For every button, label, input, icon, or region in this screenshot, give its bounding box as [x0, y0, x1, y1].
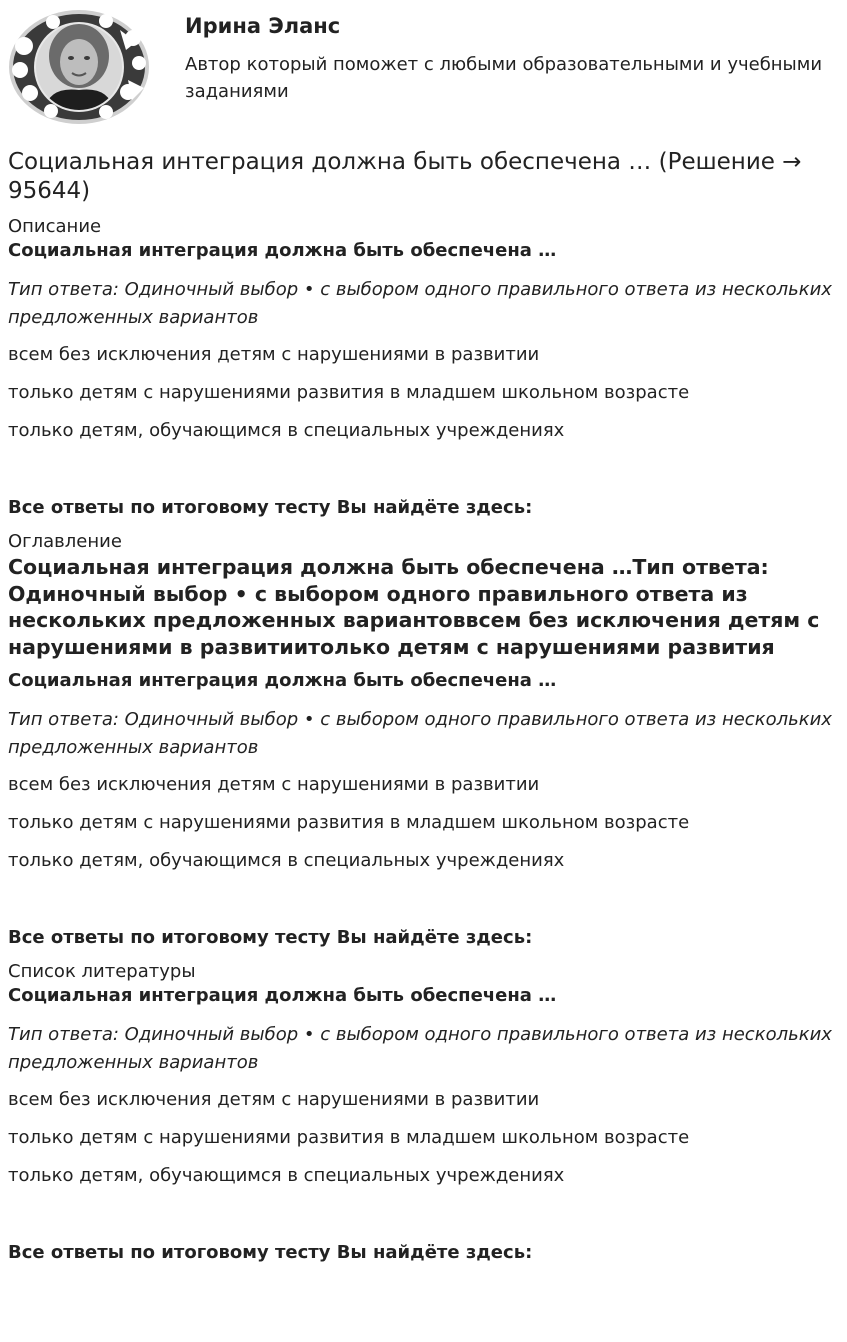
all-answers-link[interactable]: Все ответы по итоговому тесту Вы найдёте здесь: — [8, 1242, 533, 1263]
answer-type: Тип ответа: Одиночный выбор • с выбором одного правильного ответа из нескольких предложенных вариантов — [8, 709, 832, 758]
answer-option: только детям с нарушениями развития в младшем школьном возрасте — [8, 382, 690, 403]
all-answers-link[interactable]: Все ответы по итоговому тесту Вы найдёте здесь: — [8, 927, 533, 948]
all-answers-link[interactable]: Все ответы по итоговому тесту Вы найдёте здесь: — [8, 497, 533, 518]
toc-section — [8, 530, 840, 950]
main-content — [8, 148, 840, 1275]
answer-option: только детям с нарушениями развития в младшем школьном возрасте — [8, 1127, 690, 1148]
answer-option: только детям с нарушениями развития в младшем школьном возрасте — [8, 812, 690, 833]
section-label-literature: Список литературы — [8, 961, 196, 982]
page-title: Социальная интеграция должна быть обеспечена … (Решение → 95644) — [8, 149, 802, 204]
description-section — [8, 215, 840, 520]
author-description: Автор который поможет с любыми образовательными и учебными заданиями — [185, 54, 823, 102]
section-label-toc: Оглавление — [8, 531, 122, 552]
answer-option: всем без исключения детям с нарушениями в развитии — [8, 774, 540, 795]
question-title: Социальная интеграция должна быть обеспечена … — [8, 985, 557, 1006]
section-label-description: Описание — [8, 216, 102, 237]
answer-option: всем без исключения детям с нарушениями в развитии — [8, 344, 540, 365]
answer-option: только детям, обучающимся в специальных учреждениях — [8, 420, 565, 441]
author-card — [0, 0, 847, 135]
answer-option: только детям, обучающимся в специальных учреждениях — [8, 850, 565, 871]
question-title: Социальная интеграция должна быть обеспечена … — [8, 670, 557, 691]
answer-type: Тип ответа: Одиночный выбор • с выбором одного правильного ответа из нескольких предложенных вариантов — [8, 279, 832, 328]
spacer — [8, 456, 840, 496]
answer-option: всем без исключения детям с нарушениями в развитии — [8, 1089, 540, 1110]
question-title: Социальная интеграция должна быть обеспечена … — [8, 240, 557, 261]
author-avatar — [8, 8, 150, 126]
answer-option: только детям, обучающимся в специальных учреждениях — [8, 1165, 565, 1186]
answer-type: Тип ответа: Одиночный выбор • с выбором одного правильного ответа из нескольких предложенных вариантов — [8, 1024, 832, 1073]
toc-heading: Социальная интеграция должна быть обеспечена …Тип ответа: Одиночный выбор • с выбором одного правильного ответа из нескольких предложенных вариантоввсем без исключения детям с нарушениями в развитиитолько детям с нарушениями развития — [8, 555, 820, 659]
spacer — [8, 886, 840, 926]
spacer — [8, 1201, 840, 1241]
author-name[interactable]: Ирина Эланс — [185, 14, 341, 38]
literature-section — [8, 960, 840, 1265]
